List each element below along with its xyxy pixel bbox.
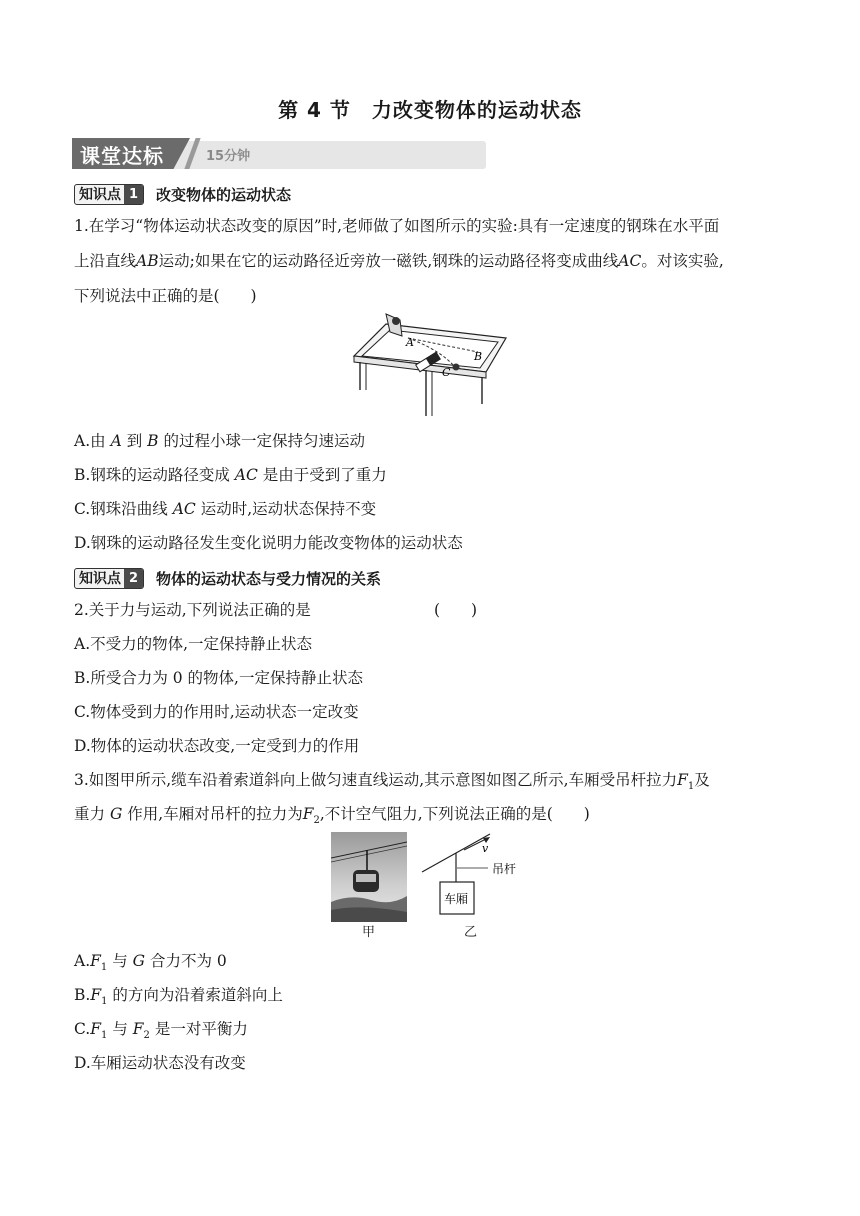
rod-label: 吊杆 [492,862,517,876]
q1-option-d: D.钢珠的运动路径发生变化说明力能改变物体的运动状态 [74,534,463,552]
q3-stem-line2: 重力 G 作用,车厢对吊杆的拉力为$F_2$,不计空气阻力,下列说法正确的是( ) [74,805,590,827]
q3-stem-line1: 3.如图甲所示,缆车沿着索道斜向上做匀速直线运动,其示意图如图乙所示,车厢受吊杆拉力$F_1$及 [74,771,710,793]
kp-tag [74,568,144,589]
q1-table-figure [350,310,510,420]
q1-option-c: C.钢珠沿曲线 AC 运动时,运动状态保持不变 [74,500,377,518]
cable-car-photo [331,832,407,922]
q2-option-a: A.不受力的物体,一定保持静止状态 [74,635,313,653]
q3-option-a: $A.F_1$ 与 G 合力不为 0 [74,952,227,974]
kp-number: 2 [124,569,143,588]
kp-tag [74,184,144,205]
banner-label: 课堂达标 [80,144,164,168]
q2-stem: 2.关于力与运动,下列说法正确的是 [74,601,311,619]
kp-name: 改变物体的运动状态 [156,185,292,204]
steel-ball-icon [392,317,400,325]
q2-option-c: C.物体受到力的作用时,运动状态一定改变 [74,703,359,721]
label-a: A [406,336,414,349]
q2-option-d: D.物体的运动状态改变,一定受到力的作用 [74,737,360,755]
q3-option-c: $C.F_1$ 与 $F_2$ 是一对平衡力 [74,1020,248,1042]
section-banner [72,138,486,170]
label-b: B [474,350,483,363]
label-c: C [442,366,451,379]
q1-option-a: A.由 A 到 B 的过程小球一定保持匀速运动 [74,432,365,450]
kp-name: 物体的运动状态与受力情况的关系 [156,569,382,588]
q3-option-d: D.车厢运动状态没有改变 [74,1054,246,1072]
knowledge-point-2 [74,567,381,589]
kp-tag-text: 知识点 [79,571,121,587]
kp-number: 1 [124,185,143,204]
q2-answer-paren: ( ) [434,601,478,619]
kp-tag-text: 知识点 [79,187,121,203]
q1-stem-line3: 下列说法中正确的是( ) [74,287,257,305]
cable-car-schematic [420,832,530,922]
q1-stem-line1: 1.在学习“物体运动状态改变的原因”时,老师做了如图所示的实验:具有一定速度的钢珠在水平面 [74,217,720,235]
q1-stem-line2: 上沿直线AB运动;如果在它的运动路径近旁放一磁铁,钢珠的运动路径将变成曲线AC。对该实验, [74,252,724,270]
velocity-label: v [482,842,489,855]
fig-label-jia: 甲 [362,925,376,940]
q2-option-b: B.所受合力为 0 的物体,一定保持静止状态 [74,669,363,687]
q3-option-b: $B.F_1$ 的方向为沿着索道斜向上 [74,986,283,1008]
fig-label-yi: 乙 [464,925,478,940]
q1-option-b: B.钢珠的运动路径变成 AC 是由于受到了重力 [74,466,387,484]
car-label: 车厢 [444,892,469,906]
knowledge-point-1 [74,183,291,205]
page-title: 第 4 节 力改变物体的运动状态 [278,98,582,122]
banner-time: 15分钟 [206,149,251,164]
